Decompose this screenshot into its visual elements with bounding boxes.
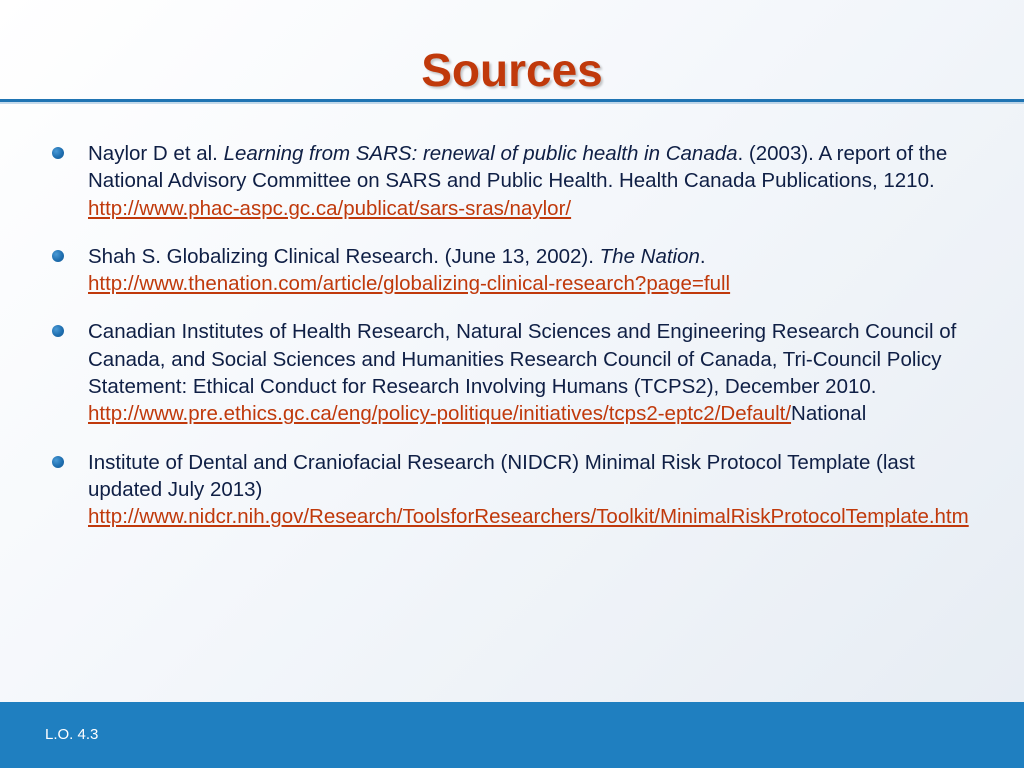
bullet-icon <box>52 325 64 337</box>
source-title-italic: The Nation <box>599 244 700 268</box>
source-link[interactable]: http://www.phac-aspc.gc.ca/publicat/sars-sras/naylor/ <box>88 196 572 220</box>
bullet-icon <box>52 250 64 262</box>
sources-list <box>44 140 984 552</box>
title-divider-shadow <box>0 102 1024 104</box>
source-item-shah <box>44 243 984 298</box>
source-link[interactable]: http://www.nidcr.nih.gov/Research/ToolsforResearchers/Toolkit/MinimalRiskProtocolTemplate.htm <box>88 505 969 529</box>
source-text: Institute of Dental and Craniofacial Research (NIDCR) Minimal Risk Protocol Template (last updated July 2013) <box>88 450 915 501</box>
source-text: . <box>699 244 706 268</box>
source-text: Shah S. Globalizing Clinical Research. (June 13, 2002). <box>88 244 600 268</box>
footer-bar <box>0 702 1024 768</box>
source-text-trailing: National <box>791 402 867 426</box>
footer-label: L.O. 4.3 <box>45 726 99 743</box>
source-link[interactable]: http://www.thenation.com/article/globalizing-clinical-research?page=full <box>88 272 731 296</box>
source-link[interactable]: http://www.pre.ethics.gc.ca/eng/policy-politique/initiatives/tcps2-eptc2/Default/ <box>88 402 792 426</box>
source-item-nidcr <box>44 449 984 531</box>
source-item-tcps2 <box>44 318 984 427</box>
source-title-italic: Learning from SARS: renewal of public health in Canada <box>223 142 738 165</box>
source-text: Canadian Institutes of Health Research, Natural Sciences and Engineering Research Council of Canada, and Social Sciences and Humanities Research Council of Canada, Tri-Council Policy Statement: Ethical Conduct for Research Involving Humans (TCPS2), December 2010. <box>88 320 957 399</box>
bullet-icon <box>52 147 64 159</box>
source-text: Naylor D et al. <box>88 142 224 165</box>
source-text: . (2003). A report of the National Advisory Committee on SARS and Public Health. Health Canada Publications, 1210. <box>88 142 948 193</box>
slide-title: Sources <box>421 44 603 96</box>
source-item-naylor <box>44 140 984 222</box>
bullet-icon <box>52 456 64 468</box>
